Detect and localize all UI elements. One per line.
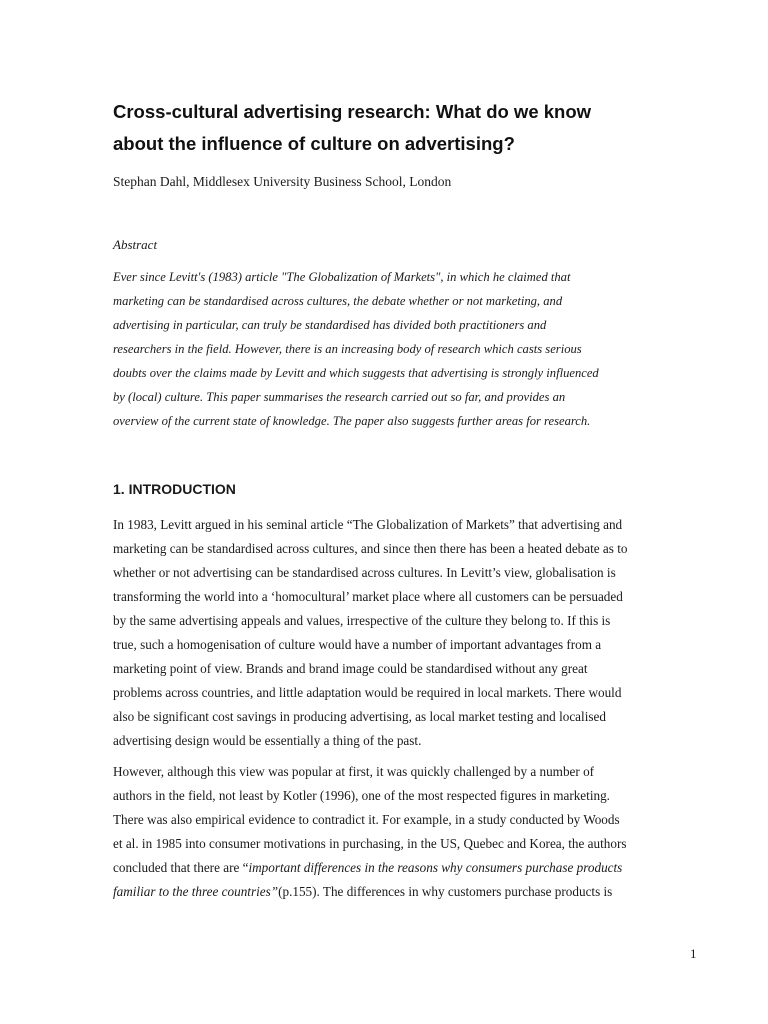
quote-lead-text: concluded that there are “: [113, 860, 249, 875]
paragraph-line: marketing can be standardised across cultures, and since then there has been a heated debate as to: [113, 541, 628, 556]
paragraph-line: problems across countries, and little adaptation would be required in local markets. There would: [113, 685, 622, 700]
paragraph-line: whether or not advertising can be standardised across cultures. In Levitt’s view, globalisation is: [113, 565, 616, 580]
paragraph-line: There was also empirical evidence to contradict it. For example, in a study conducted by Woods: [113, 812, 620, 827]
abstract-line: marketing can be standardised across cultures, the debate whether or not marketing, and: [113, 294, 563, 308]
paragraph-line: advertising design would be essentially a thing of the past.: [113, 733, 422, 748]
abstract-line: advertising in particular, can truly be standardised has divided both practitioners and: [113, 318, 547, 332]
paragraph-line: also be significant cost savings in producing advertising, as local market testing and localised: [113, 709, 606, 724]
paragraph-line: authors in the field, not least by Kotler (1996), one of the most respected figures in marketing.: [113, 788, 610, 803]
title-line: Cross-cultural advertising research: What do we know: [113, 101, 592, 122]
quoted-text: familiar to the three countries”: [113, 884, 279, 899]
paragraph-line: marketing point of view. Brands and brand image could be standardised without any great: [113, 661, 588, 676]
paragraph-line: true, such a homogenisation of culture would have a number of important advantages from a: [113, 637, 602, 652]
introduction-paragraph-1: [113, 513, 663, 753]
abstract-line: by (local) culture. This paper summarises the research carried out so far, and provides an: [113, 390, 566, 404]
quoted-text: important differences in the reasons why consumers purchase products: [248, 860, 623, 875]
paragraph-line-quote-start: [113, 856, 663, 880]
abstract-line: Ever since Levitt's (1983) article "The Globalization of Markets", in which he claimed that: [113, 270, 571, 284]
paragraph-line-quote-end: [113, 880, 663, 904]
page-number: 1: [690, 946, 697, 961]
abstract-line: overview of the current state of knowledge. The paper also suggests further areas for research.: [113, 414, 591, 428]
introduction-paragraph-2: [113, 760, 663, 904]
citation-text: (p.155). The differences in why customers purchase products is: [278, 884, 613, 899]
section-heading-introduction: 1. INTRODUCTION: [113, 481, 236, 497]
paragraph-line: In 1983, Levitt argued in his seminal article “The Globalization of Markets” that advertising and: [113, 517, 623, 532]
abstract-heading: Abstract: [113, 237, 158, 252]
author-affiliation: Stephan Dahl, Middlesex University Business School, London: [113, 174, 452, 189]
paragraph-line: et al. in 1985 into consumer motivations in purchasing, in the US, Quebec and Korea, the authors: [113, 836, 627, 851]
paper-title: [113, 96, 673, 160]
paragraph-line: by the same advertising appeals and values, irrespective of the culture they belong to. If this is: [113, 613, 611, 628]
abstract-line: researchers in the field. However, there is an increasing body of research which casts serious: [113, 342, 582, 356]
title-line: about the influence of culture on advertising?: [113, 133, 515, 154]
paragraph-line: transforming the world into a ‘homocultural’ market place where all customers can be persuaded: [113, 589, 623, 604]
paragraph-line: However, although this view was popular at first, it was quickly challenged by a number of: [113, 764, 595, 779]
abstract-text: [113, 265, 658, 433]
abstract-line: doubts over the claims made by Levitt and which suggests that advertising is strongly influenced: [113, 366, 599, 380]
